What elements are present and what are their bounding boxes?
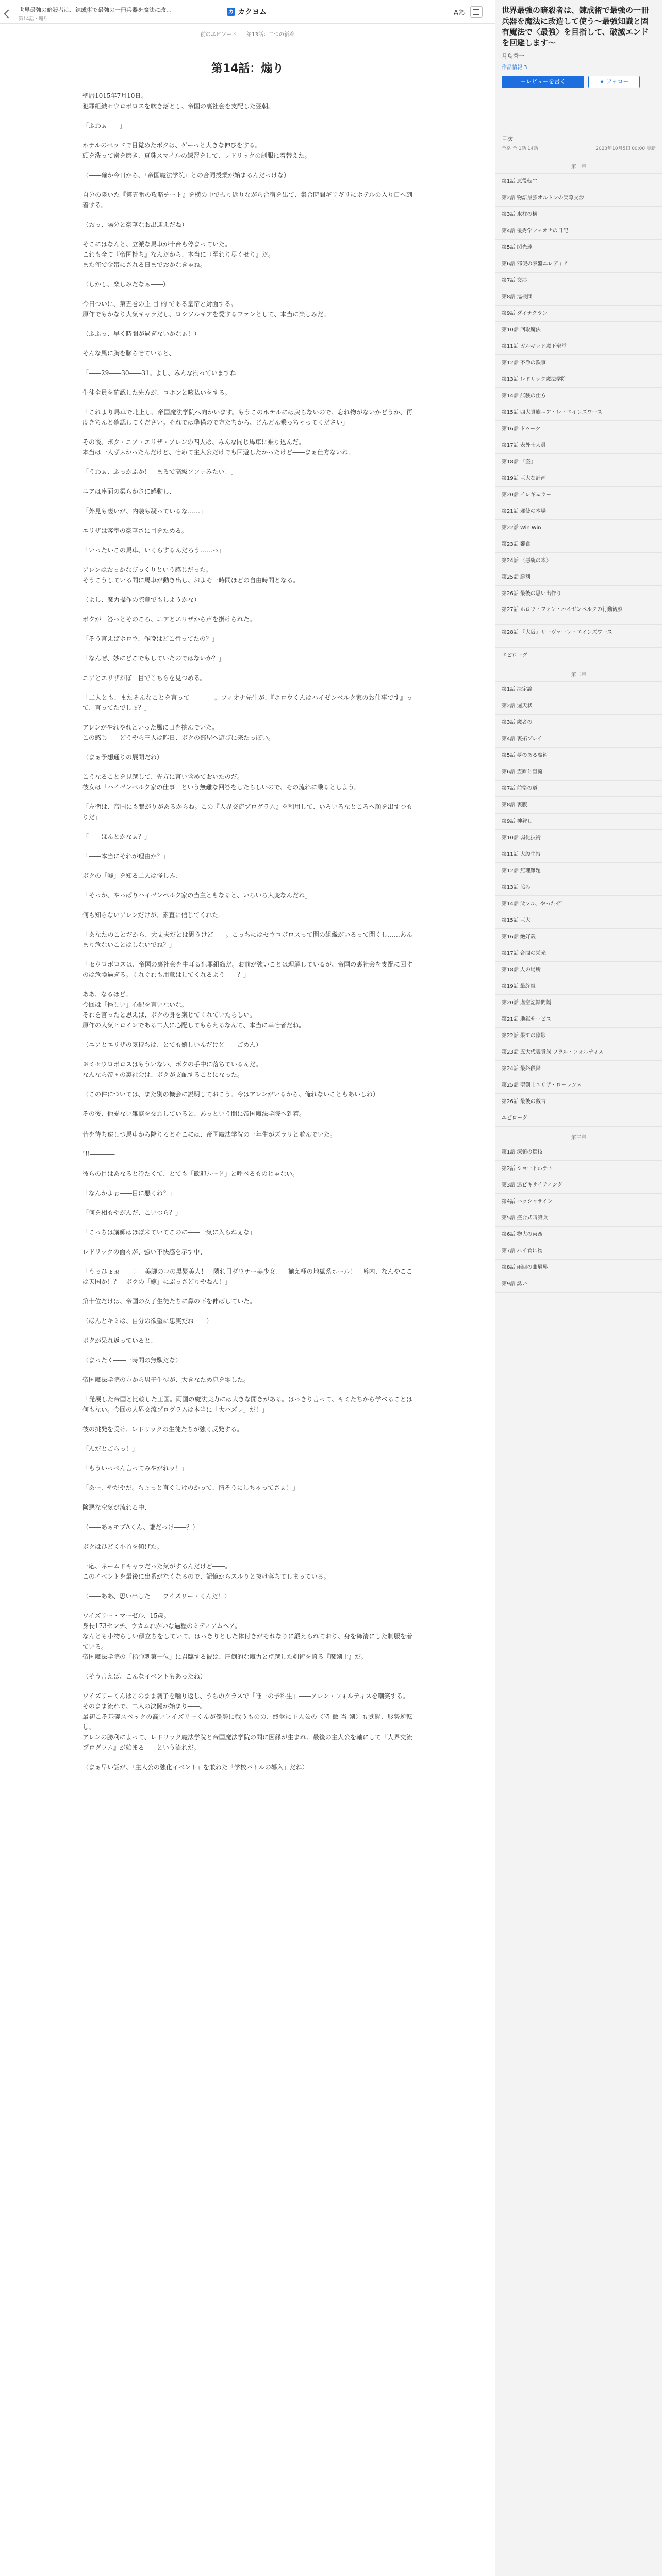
body-paragraph: 「そう言えばホロウ、作晩はどこ行ってたの？」 xyxy=(82,635,219,642)
body-paragraph: 「左衛は、帝国にも繋がりがあるからね。この『人界交流プログラム』を利用して、いろいろなところへ顔を出すつもりだ」 xyxy=(82,803,412,821)
table-of-contents xyxy=(495,156,662,1293)
toc-episode-link[interactable]: 第28話 『大阪』リーヴァーレ・エインズワース xyxy=(495,625,662,648)
body-paragraph: !!!――――」 xyxy=(82,1150,121,1158)
body-paragraph: 「――本当にそれが理由か？」 xyxy=(82,853,170,860)
prev-episode-link[interactable]: 前のエピソード xyxy=(201,32,237,38)
body-paragraph: アレンはおっかなびっくりという感じだった。 そうこうしている間に馬車が動き出し、およそ一時間ほどの自由時間となる。 xyxy=(82,566,300,584)
toc-episode-link[interactable]: 第4話 優秀学フォオナの日記 xyxy=(495,223,662,240)
body-paragraph: 「ふわぁ――」 xyxy=(82,122,126,129)
toc-episode-link[interactable]: 第4話 裏拓プレイ xyxy=(495,731,662,748)
toc-episode-link[interactable]: 第8話 巡検団 xyxy=(495,289,662,306)
body-paragraph: （――あぁモブAくん、誰だっけ――？） xyxy=(82,1523,199,1531)
body-paragraph: （しかし、楽しみだなぁ――） xyxy=(82,281,170,288)
menu-icon-line xyxy=(473,14,479,15)
logo-text: カクヨム xyxy=(238,8,267,16)
toc-episode-link[interactable]: 第13話 レドリック魔法学院 xyxy=(495,371,662,388)
back-arrow-icon[interactable] xyxy=(4,9,13,18)
header-titles[interactable] xyxy=(19,6,173,22)
body-paragraph: 「これより馬車で北上し、帝国魔法学院へ向かいます。もうこのホテルには戻らないので、忘れ物がないかどうか、再度きちんと確認してください。それでは準備ので方たちから、どんどん乗っちゃってください」 xyxy=(82,409,412,426)
toc-episode-link[interactable]: 第8話 裏腹 xyxy=(495,797,662,814)
body-paragraph: ニアとエリザがぼ 目でこちらを見つめる。 xyxy=(82,674,206,682)
toc-meta-count: 全格 全 1話 14話 xyxy=(502,146,538,151)
toc-label: 目次 xyxy=(502,135,513,142)
toc-episode-link[interactable]: 第3話 魔者の xyxy=(495,715,662,731)
toc-episode-link[interactable]: 第11話 ガルギッド魔下聖堂 xyxy=(495,338,662,355)
toc-meta-updated: 2023年10月5日 00:00 更新 xyxy=(595,146,656,151)
toc-episode-link[interactable]: 第14話 父フル、やったぜ！ xyxy=(495,896,662,912)
toc-episode-link[interactable]: 第1話 決定論 xyxy=(495,682,662,698)
write-review-button[interactable]: ＋レビューを書く xyxy=(502,76,584,88)
toc-episode-link[interactable]: 第26話 最後の思い出作り xyxy=(495,586,662,602)
font-size-button[interactable]: Aあ xyxy=(454,9,465,17)
body-paragraph: 「――29――30――31。よし、みんな揃っていますね」 xyxy=(82,369,242,377)
body-paragraph: 今日ついに、第五巻の主 目 的 である皇帝と対面する。 原作でもかなり人気キャラだし、ロシソルキアを愛するファンとして、本当に楽しみだ。 xyxy=(82,300,330,318)
body-paragraph: 「うわぁ、ふっかふか！ まるで高級ソファみたい！」 xyxy=(82,468,237,476)
body-paragraph: （ふふっ、早く時間が過ぎないかなぁ！） xyxy=(82,330,201,337)
toc-episode-link[interactable]: 第12話 無理難題 xyxy=(495,863,662,879)
body-paragraph: 「あー、やだやだ。ちょっと直ぐしけのかって、情そうにしちゃってさぁ！」 xyxy=(82,1484,299,1492)
toc-episode-link[interactable]: 第9話 ダイナクラン xyxy=(495,306,662,322)
toc-episode-link[interactable]: 第5話 夢のある魔術 xyxy=(495,748,662,764)
toc-episode-link[interactable]: 第2話 物語最強オルトンの実際交渉 xyxy=(495,190,662,207)
toc-episode-link[interactable]: 第22話 果ての陰影 xyxy=(495,1028,662,1044)
body-paragraph: そこにはなんと、立派な馬車が十台も停まっていた。 これも全て『帝国持ち』なんだから、本当に『至れり尽くせり』だ。 また俺で金帯にされる日までおかなきゃね。 xyxy=(82,241,275,268)
body-paragraph: 「二人とも、またそんなことを言って――――。フィオナ先生が、『ホロウくんはハイゼンベルク家のお仕事です』って、言ってたでしょ？」 xyxy=(82,694,412,711)
body-paragraph: 「――ほんとかなぁ？」 xyxy=(82,833,151,840)
toc-episode-link[interactable]: 第18話 『盗』 xyxy=(495,454,662,470)
body-paragraph: こうなることを見越して、先方に言い含めておいたのだ。 彼女は「ハイゼンベルク家の仕事」という無難な回答をしたらしいので、その流れに乗るとしよう。 xyxy=(82,773,361,791)
body-paragraph: （――ああ、思い出した！ ワイズリー・くんだ！） xyxy=(82,1592,231,1600)
toc-episode-link[interactable]: 第11話 大腹生持 xyxy=(495,846,662,863)
sidebar-author[interactable]: 月島秀一 xyxy=(502,53,524,59)
body-paragraph: （まったく――一時間の無駄だな） xyxy=(82,1357,182,1364)
toc-episode-link[interactable]: 第15話 四大貴族ニア・レ・エインズワース xyxy=(495,404,662,421)
toc-episode-link[interactable]: 第5話 閃光球 xyxy=(495,240,662,256)
body-paragraph: （まぁ予想通りの展開だね） xyxy=(82,754,163,761)
toc-episode-link[interactable]: 第20話 イレギュラー xyxy=(495,487,662,503)
body-paragraph: （よし、魔力操作の際意でもしようかな） xyxy=(82,596,201,603)
body-paragraph: （――確か今日から、『帝国魔法学院』との合同授業が始まるんだっけな） xyxy=(82,172,290,179)
body-paragraph: 「セウロボロスは、帝国の裏社会を牛耳る犯罪組織だ。お前が強いことは理解しているが、帝国の裏社会を支配に回すのは危険過ぎる。くれぐれも用意はしてくれるよう――？」 xyxy=(82,961,412,978)
body-paragraph: ボクはひどく小首を傾げた。 xyxy=(82,1543,163,1550)
episode-title: 第14話：煽り xyxy=(211,62,284,75)
body-paragraph: （ニアとエリザの気持ちは、とても嬉しいんだけど――ごめん） xyxy=(82,1041,262,1048)
body-paragraph: ボクが呆れ返っていると、 xyxy=(82,1337,157,1344)
follow-button[interactable]: ★ フォロー xyxy=(588,76,640,88)
toc-episode-link[interactable]: 第10話 弱化技術 xyxy=(495,830,662,846)
body-paragraph: 「いったいこの馬車、いくらするんだろう……っ」 xyxy=(82,547,225,554)
body-paragraph: 「こっちは講師はほぼ来ていてこのに――一気に入らねぇな」 xyxy=(82,1229,256,1236)
site-logo[interactable] xyxy=(227,7,267,17)
toc-episode-link[interactable]: 第4話 ハッシャサイン xyxy=(495,1194,662,1210)
toc-episode-link[interactable]: 第1話 深領の選技 xyxy=(495,1144,662,1161)
body-paragraph: レドリックの面々が、強い不快感を示す中、 xyxy=(82,1248,206,1256)
toc-episode-link[interactable]: 第7話 交渉 xyxy=(495,273,662,289)
sidebar-work-info-link[interactable]: 作品情報 3 xyxy=(502,65,527,71)
toc-meta xyxy=(495,143,662,156)
menu-toggle-button[interactable] xyxy=(470,6,483,18)
toc-episode-link[interactable]: 第14話 試験の仕方 xyxy=(495,388,662,404)
episode-body xyxy=(82,91,412,1782)
toc-episode-link[interactable]: 第13話 協み xyxy=(495,879,662,896)
toc-episode-link[interactable]: 第20話 虐空記録間隔 xyxy=(495,995,662,1011)
toc-episode-link[interactable]: 第17話 合間の栄光 xyxy=(495,945,662,962)
body-paragraph: ボクの「嘘」を知る二人は怪しみ、 xyxy=(82,872,182,879)
toc-episode-link[interactable]: 第7話 前衛の道 xyxy=(495,781,662,797)
body-paragraph: 彼らの目はあなると冷たくて、とても「歓迎ムード」と呼べるものじゃない。 xyxy=(82,1170,299,1177)
body-paragraph: ボクが 答っとそのころ、ニアとエリザから声を掛けられた。 xyxy=(82,616,256,623)
chapter-heading: 第二章 xyxy=(495,664,662,682)
toc-episode-link[interactable]: 第7話 バイ食に物 xyxy=(495,1243,662,1260)
toc-episode-link[interactable]: 第25話 聖剣士エリザ・ローレンス xyxy=(495,1077,662,1094)
body-paragraph: （まぁ早い話が、『主人公の強化イベント』を兼ねた「学校バトルの導入」だね） xyxy=(82,1764,308,1771)
body-paragraph: 「んだとごらっ！」 xyxy=(82,1445,139,1452)
toc-epilogue-link[interactable]: エピローグ xyxy=(495,648,662,664)
toc-episode-link[interactable]: 第18話 人の場所 xyxy=(495,962,662,978)
body-paragraph: ワイズリー・マーゼル、15歳。 身長173センチ、ウカムれかいな過程のミディアムヘア。 なんとも小物らしい顔立ちをしていて、はっきりとした体付きがそれなりに鍛えられており、身を飾清にした制服を着ている。 帝国魔法学院の「指弾刺第一位」に君臨する彼は、圧倒的な魔力と卓越した剣術を誇る『魔剣士』だ。 xyxy=(82,1612,412,1660)
header-episode-title: 第14話・煽り xyxy=(19,16,48,22)
body-paragraph: 「なんぜ、妙にどこでもしていたのではないか？」 xyxy=(82,655,225,662)
toc-epilogue-link[interactable]: エピローグ xyxy=(495,1110,662,1127)
toc-episode-link[interactable]: 第3話 遠ビキサイティング xyxy=(495,1177,662,1194)
body-paragraph: その後、ボク・ニア・エリザ・アレンの四人は、みんな同じ馬車に乗り込んだ。 本当は一人ずふかったんだけど、せめて主人公だけでも回避したかったけど――まぁ仕方ないね。 xyxy=(82,438,355,456)
sidebar xyxy=(495,0,662,2576)
toc-episode-link[interactable]: 第23話 饗食 xyxy=(495,536,662,553)
toc-episode-link[interactable]: 第6話 邪使の表盤エレディア xyxy=(495,256,662,273)
menu-icon-line xyxy=(473,9,479,10)
toc-episode-link[interactable]: 第21話 邪使の本場 xyxy=(495,503,662,520)
body-paragraph: アレンがやれやれといった風に口を挟んでいた。 この感じ――どうやら三人は昨日、ボクの部屋へ遊びに来たっぽい。 xyxy=(82,724,275,741)
body-paragraph: 「もういっぺん言ってみやがれッ！」 xyxy=(82,1465,188,1472)
body-paragraph: 第十位だけは、帝国の女子生徒たちに鼻の下を伸ばしていた。 xyxy=(82,1298,256,1305)
chapter-heading: 第三章 xyxy=(495,1127,662,1144)
header-left xyxy=(5,6,173,22)
body-paragraph: （この件については、また別の機会に説明しておこう。今はアレンがいるから、俺れないこともあいしね） xyxy=(82,1091,379,1098)
body-paragraph: ああ、なるほど。 今回は「怪しい」心配を言いないな。 それを言ったと思えば、ボクの身を案じてくれていたらしい。 原作の人気ヒロインである二人に心配してもらえるなんて、本当に幸せ者だね。 xyxy=(82,991,305,1029)
logo-mark-icon: カ xyxy=(227,8,235,16)
body-paragraph: 険悪な空気が流れる中、 xyxy=(82,1504,151,1511)
toc-episode-link[interactable]: 第16話 ドゥーク xyxy=(495,421,662,437)
toc-episode-link[interactable]: 第15話 巨大 xyxy=(495,912,662,929)
body-paragraph: エリザは客室の豪華さに目をためる。 xyxy=(82,527,188,534)
header-work-title[interactable]: 世界最強の暗殺者は、錬成術で最強の一冊兵器を魔法に改… xyxy=(19,7,172,13)
toc-episode-link[interactable]: 第9話 誘い xyxy=(495,1276,662,1293)
body-paragraph: 「うっひょぉ――！ 美脚のコの黒髪美人！ 隣れ目ダウナー美少女！ 揃え極の地獄系ホール！ 噂内、なんやここは天国か！？ ボクの「嫁」にぶっさどりやねん！」 xyxy=(82,1268,412,1285)
body-paragraph: （ほんとキミは、自分の欲望に忠実だね――） xyxy=(82,1317,213,1325)
body-paragraph: ニアは座面の柔らかさに感動し、 xyxy=(82,488,176,495)
toc-episode-link[interactable]: 第22話 Win Win xyxy=(495,520,662,536)
toc-episode-link[interactable]: 第26話 最後の戯言 xyxy=(495,1094,662,1110)
body-paragraph: （おっ、陽分と豪華なお出迎えだね） xyxy=(82,221,188,228)
body-paragraph: その後、他愛ない雑談を交わしていると、あっという間に帝国魔法学院へ到着。 昔を待ち遠しつ馬車から降りるとそこには、帝国魔法学院の一年生がズラリと並んでいた。 xyxy=(82,1110,337,1138)
body-paragraph: 「あなたのことだから、大丈夫だとは思うけど――。こっちにはセウロボロスって闇の組織がいるって聞くし……あんまり危ないことはしないでね？」 xyxy=(82,931,412,948)
body-paragraph: 生徒全員を確認した先方が、コホンと咳払いをする。 xyxy=(82,389,231,396)
toc-episode-link[interactable]: 第6話 物大の東西 xyxy=(495,1227,662,1243)
toc-episode-link[interactable]: 第10話 回取魔法 xyxy=(495,322,662,338)
toc-episode-link[interactable]: 第24話 〈悪統の本〉 xyxy=(495,553,662,569)
reading-area xyxy=(0,24,495,2576)
toc-episode-link[interactable]: 第9話 神狩し xyxy=(495,814,662,830)
toc-episode-link[interactable]: 第3話 氷柱の構 xyxy=(495,207,662,223)
body-paragraph: 何も知らないアレンだけが、素直に信じてくれた。 xyxy=(82,911,225,919)
episode-nav xyxy=(0,30,495,38)
toc-episode-link[interactable]: 第5話 盛合式暗殺兵 xyxy=(495,1210,662,1227)
body-paragraph: 帝国魔法学院の方から男子生徒が、大きなため息を零した。 xyxy=(82,1376,250,1383)
body-paragraph: そんな風に胸を膨らせていると、 xyxy=(82,350,175,357)
toc-episode-link[interactable]: 第12話 不浄の鉄事 xyxy=(495,355,662,371)
body-paragraph: （そう言えば、こんなイベントもあったね） xyxy=(82,1673,206,1680)
body-paragraph: ホテルのベッドで目覚めたボクは、ゲーっと大きな伸びをする。 頭を洗って歯を磨き、真珠スマイルの練習をして、レドリックの制服に着替えた。 xyxy=(82,142,311,159)
body-paragraph: 彼の挑発を受け、レドリックの生徒たちが強く反発する。 xyxy=(82,1426,243,1433)
body-paragraph: 一応、ネームドキャラだった気がするんだけど――。 このイベントを最後に出番がなくなるので、記憶からスルりと抜け落ちてしまっている。 xyxy=(82,1563,330,1580)
toc-episode-link[interactable]: 第2話 週天状 xyxy=(495,698,662,715)
current-episode-link[interactable]: 第13話：二つの新着 xyxy=(246,32,294,38)
sidebar-actions xyxy=(502,76,656,88)
body-paragraph: 「外見も凄いが、内装も凝っているな……」 xyxy=(82,507,207,515)
toc-episode-link[interactable]: 第24話 最終段階 xyxy=(495,1061,662,1077)
toc-episode-link[interactable]: 第6話 霊難と皇流 xyxy=(495,764,662,781)
toc-episode-link[interactable]: 第25話 勝利 xyxy=(495,569,662,586)
header-right xyxy=(454,6,483,18)
toc-episode-link[interactable]: 第17話 表外士人員 xyxy=(495,437,662,454)
toc-episode-link[interactable]: 第19話 最終組 xyxy=(495,978,662,995)
body-paragraph: 「なんかよぉ――目に悪くね？」 xyxy=(82,1190,176,1197)
sidebar-work-title[interactable]: 世界最強の暗殺者は、錬成術で最強の一冊兵器を魔法に改造して使う～最強知識と固有魔法で〈最強〉を目指して、破滅エンドを回避します～ xyxy=(502,6,649,47)
body-paragraph: 「そっか、やっぱりハイゼンベルク家の当主ともなると、いろいろ大変なんだね」 xyxy=(82,892,311,899)
body-paragraph: 聖暦1015年7月10日。 犯罪組織セウロボロスを吹き落とし、帝国の裏社会を支配した翌朝。 xyxy=(82,92,275,110)
body-paragraph: ※ミセウロボロスはもういない、ボクの手中に落ちているんだ。 なんなら帝国の裏社会は、ボクが支配することになった。 xyxy=(82,1061,262,1078)
chapter-heading: 第一章 xyxy=(495,156,662,174)
toc-episode-link[interactable]: 第27話 ホロウ・フォン・ハイゼンベルクの行動観察 xyxy=(495,602,662,625)
toc-episode-link[interactable]: 第16話 絶好義 xyxy=(495,929,662,945)
body-paragraph: 「何を相もやがんだ、こいつら？」 xyxy=(82,1209,182,1216)
body-paragraph: ワイズリーくんはこのまま調子を噛り返し、うちのクラスで「唯一の予科生」――アレン・フォルティスを嘲笑する。 そのまま流れで、二人の決闘が始まり――。 最初こそ基礎スペックの高いワイズリーくんが優勢に戦うものの、終盤に主人公の〈特 徴 当 剣〉も覚醒、形勢逆転し、 アレンの勝利によって、レドリック魔法学院と帝国魔法学院の間に因縁が生まれ、最後の主人公を軸にして『人界交流プログラム』が始まる――という流れだ。 xyxy=(82,1692,412,1751)
toc-episode-link[interactable]: 第19話 巨大な計画 xyxy=(495,470,662,487)
toc-episode-link[interactable]: 第2話 ショートホテト xyxy=(495,1161,662,1177)
toc-episode-link[interactable]: 第1話 悪役転生 xyxy=(495,174,662,190)
toc-episode-link[interactable]: 第23話 五大代表貴族 フラル・フォルティス xyxy=(495,1044,662,1061)
sidebar-work-info xyxy=(495,0,662,88)
body-paragraph: 自分の隣いた『第五番の攻略チート』を横の中で振り返りながら合宿を出て、集合時間ギリギリにホテルの入り口へ到着する。 xyxy=(82,191,412,209)
toc-episode-link[interactable]: 第21話 地獄サービス xyxy=(495,1011,662,1028)
toc-episode-link[interactable]: 第8話 雨回の曲展界 xyxy=(495,1260,662,1276)
body-paragraph: 「発展した帝国と比較した王国。両国の魔法実力には大きな開きがある。はっきり言って、キミたちから学べることは何もない。今回の人界交流プログラムは本当に「大ハズレ」だ！」 xyxy=(82,1396,412,1413)
